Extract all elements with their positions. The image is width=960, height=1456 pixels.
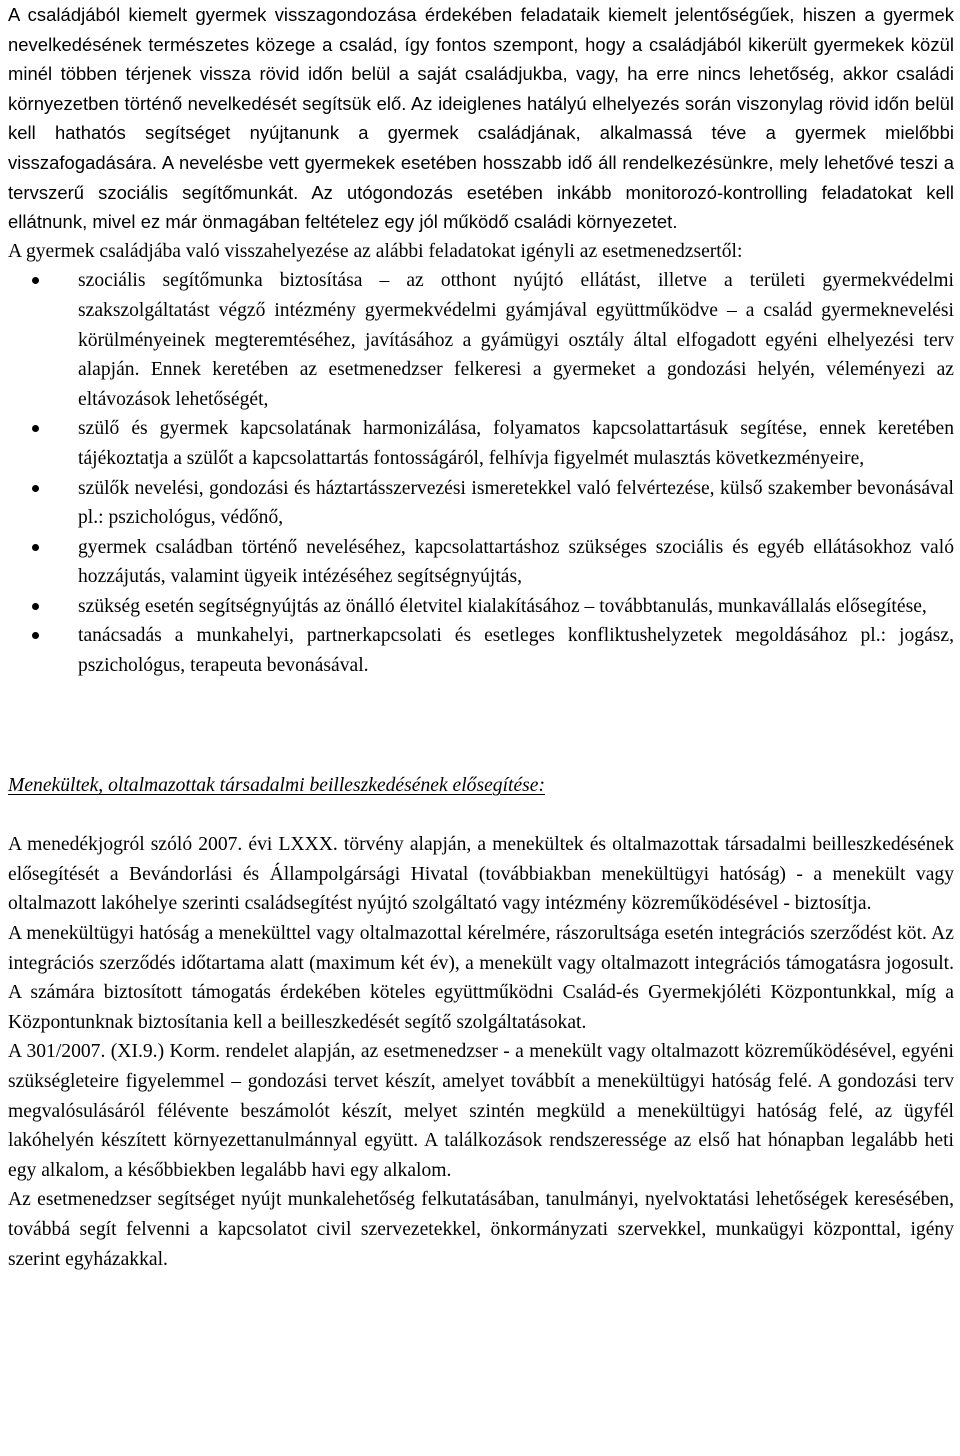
list-item	[8, 414, 954, 473]
bullet-icon	[32, 544, 39, 551]
list-item-text: szülő és gyermek kapcsolatának harmonizálása, folyamatos kapcsolattartásuk segítése, ennek keretében tájékoztatja a szülőt a kapcsolattartás fontosságáról, felhívja figyelmét mulasztás következményeire,	[78, 418, 954, 469]
list-item-text: szociális segítőmunka biztosítása – az otthont nyújtó ellátást, illetve a területi gyermekvédelmi szakszolgáltatást végző intézmény gyermekvédelmi gyámjával együttműködve – a család gyermeknevelési körülményeinek megteremtéséhez, javításához a gyámügyi osztály által elfogadott egyéni elhelyezési terv alapján. Ennek keretében az esetmenedzser felkeresi a gyermeket a gondozási helyén, véleményezi az eltávozások lehetőségét,	[78, 270, 954, 410]
heading-spacer	[8, 800, 954, 830]
list-item	[8, 621, 954, 680]
section-heading: Menekültek, oltalmazottak társadalmi beilleszkedésének elősegítése:	[8, 774, 546, 796]
paragraph-government-decree: A 301/2007. (XI.9.) Korm. rendelet alapján, az esetmenedzser - a menekült vagy oltalmazott közreműködésével, egyéni szükségleteire figyelemmel – gondozási tervet készít, amelyet továbbít a menekültügyi hatóság felé. A gondozási terv megvalósulásáról félévente beszámolót készít, melyet szintén megküld a menekültügyi hatóság felé, az ügyfél lakóhelyén készített környezettanulmánnyal együtt. A találkozások rendszeressége az első hat hónapban legalább heti egy alkalom, a későbbiekben legalább havi egy alkalom.	[8, 1041, 954, 1181]
bullet-icon	[32, 277, 39, 284]
list-item-text: tanácsadás a munkahelyi, partnerkapcsolati és esetleges konfliktushelyzetek megoldásához pl.: jogász, pszichológus, terapeuta bevonásával.	[78, 625, 954, 677]
bullet-icon	[32, 425, 39, 432]
list-item-text: szükség esetén segítségnyújtás az önálló életvitel kialakításához – továbbtanulás, munkavállalás elősegítése,	[78, 595, 927, 617]
bullet-icon	[32, 485, 39, 492]
list-item	[8, 266, 954, 414]
list-item	[8, 592, 954, 622]
paragraph-case-manager-help: Az esetmenedzser segítséget nyújt munkalehetőség felkutatásában, tanulmányi, nyelvoktatási lehetőségek keresésében, továbbá segít felvenni a kapcsolatot civil szervezetekkel, önkormányzati szervekkel, munkaügyi központtal, igény szerint egyházakkal.	[8, 1189, 954, 1270]
document-page	[8, 0, 954, 1274]
list-item-text: szülők nevelési, gondozási és háztartásszervezési ismeretekkel való felvértezése, külső szakember bevonásával pl.: pszichológus, védőnő,	[78, 477, 954, 529]
bullet-icon	[32, 603, 39, 610]
reintegration-task-list	[8, 266, 954, 680]
list-item	[8, 533, 954, 592]
list-item	[8, 474, 954, 533]
list-item-text: gyermek családban történő neveléséhez, kapcsolattartáshoz szükséges szociális és egyéb ellátásokhoz való hozzájutás, valamint ügyeik intézéséhez segítségnyújtás,	[78, 536, 954, 588]
bullet-icon	[32, 632, 39, 639]
section-spacer	[8, 681, 954, 771]
paragraph-asylum-law: A menedékjogról szóló 2007. évi LXXX. törvény alapján, a menekültek és oltalmazottak társadalmi beilleszkedésének elősegítését a Bevándorlási és Állampolgársági Hivatal (továbbiakban menekültügyi hatóság) - a menekült vagy oltalmazott lakóhelye szerinti családsegítést nyújtó szolgáltató vagy intézmény közreműködésével - biztosítja.	[8, 834, 954, 915]
paragraph-integration-contract: A menekültügyi hatóság a menekülttel vagy oltalmazottal kérelmére, rászorultsága esetén integrációs szerződést köt. Az integrációs szerződés időtartama alatt (maximum két év), a menekült vagy oltalmazott integrációs támogatásra jogosult. A számára biztosított támogatás érdekében köteles együttműködni Család-és Gyermekjóléti Központunkkal, míg a Központunknak biztosítania kell a beilleszkedését segítő szolgáltatásokat.	[8, 923, 954, 1033]
paragraph-reintegration-intro: A gyermek családjába való visszahelyezése az alábbi feladatokat igényli az esetmenedzsertől:	[8, 240, 743, 262]
paragraph-family-return-tasks: A családjából kiemelt gyermek visszagondozása érdekében feladataik kiemelt jelentőségűek, hiszen a gyermek nevelkedésének természetes közege a család, így fontos szempont, hogy a családjából kikerült gyermekek közül minél többen térjenek vissza rövid időn belül a saját családjukba, vagy, ha erre nincs lehetőség, akkor családi környezetben történő nevelkedését segítsük elő. Az ideiglenes hatályú elhelyezés során viszonylag rövid időn belül kell hathatós segítséget nyújtanunk a gyermek családjának, alkalmassá téve a gyermek mielőbbi visszafogadására. A nevelésbe vett gyermekek esetében hosszabb idő áll rendelkezésünkre, mely lehetővé teszi a tervszerű szociális segítőmunkát. Az utógondozás esetében inkább monitorozó-kontrolling feladatokat kell ellátnunk, mivel ez már önmagában feltételez egy jól működő családi környezetet.	[8, 4, 954, 233]
